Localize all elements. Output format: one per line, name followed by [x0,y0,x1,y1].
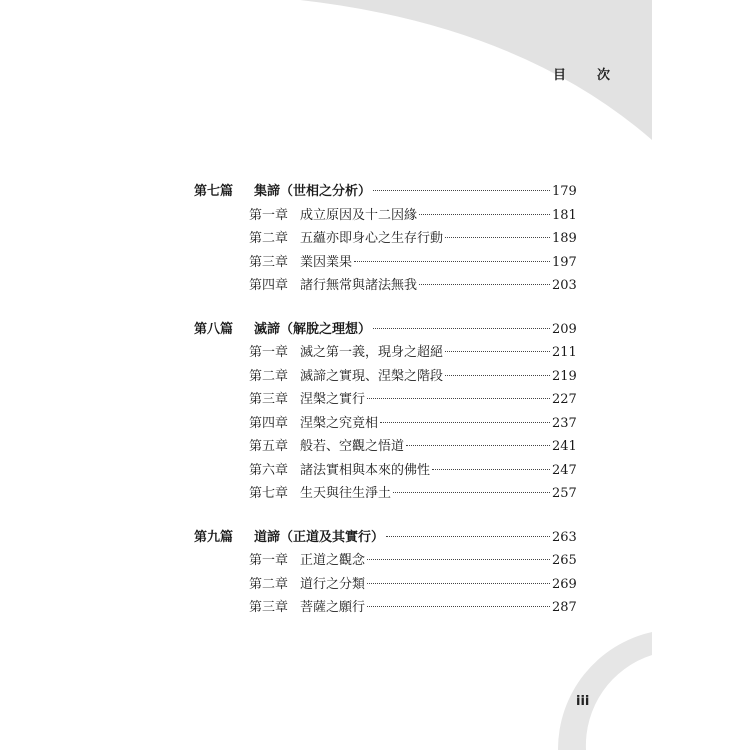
chapter-label: 第一章 [249,553,289,568]
chapter-entry [194,251,577,275]
chapter-entry [194,274,577,298]
chapter-label: 第一章 [249,345,289,360]
chapter-page-number: 211 [552,345,577,360]
chapter-page-number: 227 [552,392,577,407]
page-number: iii [576,694,590,709]
chapter-page-number: 181 [552,207,577,223]
chapter-page-number: 237 [552,415,577,431]
chapter-label: 第四章 [249,415,289,431]
dot-leader [386,536,550,537]
part-title: 道諦（正道及其實行） [254,529,385,545]
chapter-title: 正道之觀念 [300,553,366,568]
page-header-title: 目 次 [553,68,620,83]
chapter-page-number: 197 [552,254,577,270]
chapter-title: 諸行無常與諸法無我 [300,278,418,293]
chapter-entry [194,435,577,459]
chapter-label: 第二章 [249,576,289,592]
part-entry [194,318,577,342]
part-title: 集諦（世相之分析） [254,184,372,199]
chapter-label: 第三章 [249,600,289,615]
chapter-entry [194,482,577,506]
chapter-entry [194,365,577,389]
chapter-title: 成立原因及十二因緣 [300,207,418,223]
chapter-entry [194,459,577,483]
toc-part-7 [194,180,577,298]
chapter-entry [194,596,577,620]
chapter-page-number: 257 [552,486,577,501]
dot-leader [373,328,550,329]
chapter-label: 第三章 [249,392,289,407]
dot-leader [445,375,550,376]
part-label: 第七篇 [194,184,234,199]
part-entry [194,526,577,550]
chapter-page-number: 247 [552,462,577,478]
part-page-number: 179 [552,184,577,199]
dot-leader [432,469,550,470]
chapter-label: 第五章 [249,439,289,454]
chapter-label: 第二章 [249,368,289,384]
chapter-title: 般若、空觀之悟道 [300,439,405,454]
chapter-label: 第三章 [249,254,289,270]
dot-leader [367,583,550,584]
dot-leader [367,559,550,560]
chapter-entry [194,412,577,436]
dot-leader [419,214,550,215]
chapter-label: 第七章 [249,486,289,501]
dot-leader [373,190,550,191]
page-margin-strip [652,0,750,750]
toc-part-9 [194,526,577,620]
chapter-title: 道行之分類 [300,576,366,592]
dot-leader [354,261,550,262]
chapter-page-number: 265 [552,553,577,568]
chapter-title: 五蘊亦即身心之生存行動 [300,231,444,246]
chapter-entry [194,227,577,251]
chapter-page-number: 287 [552,600,577,615]
chapter-label: 第四章 [249,278,289,293]
dot-leader [419,284,550,285]
chapter-title: 涅槃之究竟相 [300,415,379,431]
part-label: 第九篇 [194,529,234,545]
chapter-page-number: 189 [552,231,577,246]
table-of-contents [194,180,577,640]
chapter-label: 第六章 [249,462,289,478]
chapter-title: 涅槃之實行 [300,392,366,407]
chapter-title: 生天與往生淨土 [300,486,392,501]
chapter-title: 菩薩之願行 [300,600,366,615]
dot-leader [393,492,550,493]
chapter-entry [194,204,577,228]
chapter-page-number: 241 [552,439,577,454]
chapter-entry [194,549,577,573]
part-entry [194,180,577,204]
toc-part-8 [194,318,577,506]
chapter-entry [194,388,577,412]
dot-leader [445,351,550,352]
part-page-number: 263 [552,529,577,545]
part-title: 滅諦（解脫之理想） [254,321,372,337]
dot-leader [380,422,550,423]
chapter-title: 諸法實相與本來的佛性 [300,462,431,478]
dot-leader [367,398,550,399]
chapter-title: 滅諦之實現、涅槃之階段 [300,368,444,384]
chapter-entry [194,573,577,597]
chapter-label: 第一章 [249,207,289,223]
chapter-page-number: 203 [552,278,577,293]
dot-leader [406,445,550,446]
chapter-title: 滅之第一義，現身之超絕 [300,345,444,360]
chapter-title: 業因業果 [300,254,353,270]
dot-leader [445,237,550,238]
chapter-page-number: 269 [552,576,577,592]
chapter-label: 第二章 [249,231,289,246]
dot-leader [367,606,550,607]
part-page-number: 209 [552,321,577,337]
part-label: 第八篇 [194,321,234,337]
chapter-entry [194,341,577,365]
chapter-page-number: 219 [552,368,577,384]
